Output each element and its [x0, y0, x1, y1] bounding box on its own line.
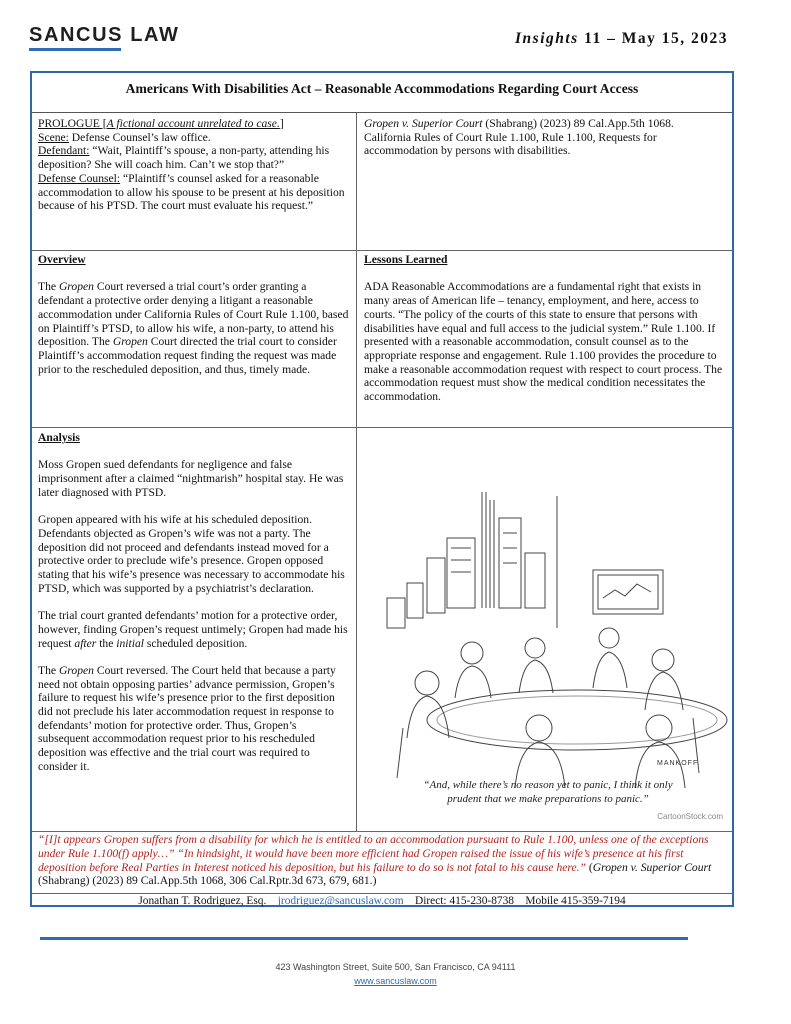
lessons-text: ADA Reasonable Accommodations are a fundamental right that exists in many areas of American life – tenancy, employment, and here, access to courts. “The policy of the courts of this state to ensure that persons with disabilities have equal and full access to the judicial system.” Rule 1.100. If presented with a reasonable accommodation, consult counsel as to the appropriate response and engagement. Rule 1.100 provides the procedure to make a reasonable accommodation request with respect to court process. The accommodation request must show the medical condition necessitates the accommodation.	[364, 280, 723, 404]
row-divider-1	[32, 250, 732, 251]
column-divider	[356, 113, 357, 831]
row-divider-3	[32, 831, 732, 832]
lessons-cell	[364, 253, 726, 417]
logo-underline	[29, 48, 121, 51]
prologue-scene: Scene: Defense Counsel’s law office.	[38, 130, 211, 144]
attorney-email-link[interactable]: jrodriguez@sancuslaw.com	[277, 895, 404, 907]
caption-line-2: prudent that we make preparations to panic.”	[447, 793, 649, 805]
analysis-paragraph: Moss Gropen sued defendants for negligence and false imprisonment after a claimed “nightmarish” hospital stay. He was later diagnosed with PTSD.	[38, 458, 344, 499]
footer-address: 423 Washington Street, Suite 500, San Francisco, CA 94111	[275, 962, 516, 972]
footer-website	[0, 976, 791, 986]
cartoon	[367, 488, 729, 821]
quote-case-name: Gropen v. Superior Court	[592, 860, 712, 874]
cartoon-caption	[367, 778, 729, 806]
issue-series: Insights	[515, 30, 579, 47]
analysis-heading: Analysis	[38, 431, 80, 444]
lessons-heading: Lessons Learned	[364, 253, 448, 266]
overview-heading: Overview	[38, 253, 86, 266]
cartoon-signature: MANKOFF	[657, 760, 699, 767]
analysis-paragraph: The Gropen Court reversed. The Court held that because a party need not obtain opposing parties’ advance permission, Gropen’s failure to request his wife’s presence prior to the first deposition did not preclude his later accommodation request in response to defendants’ motion for protective order. Thus, Gropen’s subsequent accommodation request prior to his rescheduled deposition was effective and the trial court was required to consider it.	[38, 663, 336, 773]
website-link[interactable]: www.sancuslaw.com	[354, 976, 437, 986]
overview-cell	[38, 253, 350, 390]
citation-cell	[364, 117, 726, 158]
issue-number-date: 11 – May 15, 2023	[578, 30, 728, 47]
cartoon-credit: CartoonStock.com	[657, 812, 723, 821]
analysis-paragraph: The trial court granted defendants’ motion for a protective order, however, finding Gropen’s request untimely; Gropen had made his request after the initial scheduled deposition.	[38, 609, 348, 650]
attorney-name: Jonathan T. Rodriguez, Esq.	[138, 895, 267, 907]
prologue-cell	[38, 117, 350, 213]
issue-label	[515, 30, 728, 48]
caption-line-1: “And, while there’s no reason yet to panic, I think it only	[423, 779, 673, 791]
prologue-heading: PROLOGUE [A fictional account unrelated to case.]	[38, 117, 284, 130]
rule-citation: California Rules of Court Rule 1.100, Rule 1.100, Requests for accommodation by persons with disabilities.	[364, 130, 657, 158]
quote-text: “[I]t appears Gropen suffers from a disability for which he is entitled to an accommodation pursuant to Rule 1.100, unless one of the exceptions under Rule 1.100(f) apply…” “In hindsight, it would have been more efficient had Gropen raised the issue of his wife’s presence at his first deposition before Real Parties in Interest noticed his deposition, but his failure to do so is not fatal to his cause here.”	[38, 833, 709, 874]
prologue-defendant: Defendant: “Wait, Plaintiff’s spouse, a non-party, attending his deposition? She will coach him. Can’t we stop that?”	[38, 144, 330, 172]
overview-text: The Gropen Court reversed a trial court’s order granting a defendant a protective order denying a litigant a reasonable accommodation under California Rules of Court Rule 1.100, based on Plaintiff’s PTSD, to allow his wife, a non-party, to attend his deposition. The Gropen Court directed the trial court to consider Plaintiff’s accommodation request finding the request was made prior to the rescheduled deposition, and thus, timely made.	[38, 280, 349, 376]
direct-phone: Direct: 415-230-8738	[414, 895, 514, 907]
analysis-paragraph: Gropen appeared with his wife at his scheduled deposition. Defendants objected as Gropen’s wife was not a party. The deposition did not proceed and defendants instead moved for a protective order to preclude wife’s presence. Gropen opposed stating that his wife’s presence was necessary to accommodate his PTSD, which was supported by a psychiatrist’s declaration.	[38, 513, 345, 595]
footer-rule	[40, 937, 688, 940]
case-citation: Gropen v. Superior Court (Shabrang) (2023) 89 Cal.App.5th 1068.	[364, 117, 674, 130]
quote-citation: (Shabrang) (2023) 89 Cal.App.5th 1068, 306 Cal.Rptr.3d 673, 679, 681.)	[38, 874, 377, 888]
cartoon-drawing	[367, 488, 729, 788]
row-divider-2	[32, 427, 732, 428]
newsletter-frame	[30, 71, 734, 907]
mobile-phone: Mobile 415-359-7194	[525, 895, 626, 907]
page-title: Americans With Disabilities Act – Reasonable Accommodations Regarding Court Access	[32, 73, 732, 113]
prologue-counsel: Defense Counsel: “Plaintiff’s counsel asked for a reasonable accommodation to allow his spouse to be present at his deposition because of his PTSD. The court must evaluate his request.”	[38, 171, 345, 213]
contact-line	[32, 893, 732, 907]
analysis-cell	[38, 431, 350, 787]
pull-quote: “[I]t appears Gropen suffers from a disability for which he is entitled to an accommodation pursuant to Rule 1.100, unless one of the exceptions under Rule 1.100(f) apply…” “In hindsight, it would have been more efficient had Gropen raised the issue of his wife’s presence at his first deposition before Real Parties in Interest noticed his deposition, but his failure to do so is not fatal to his cause here.” (Gropen v. Superior Court (Shabrang) (2023) 89 Cal.App.5th 1068, 306 Cal.Rptr.3d 673, 679, 681.)	[38, 833, 712, 888]
firm-logo: SANCUS LAW	[29, 24, 180, 46]
